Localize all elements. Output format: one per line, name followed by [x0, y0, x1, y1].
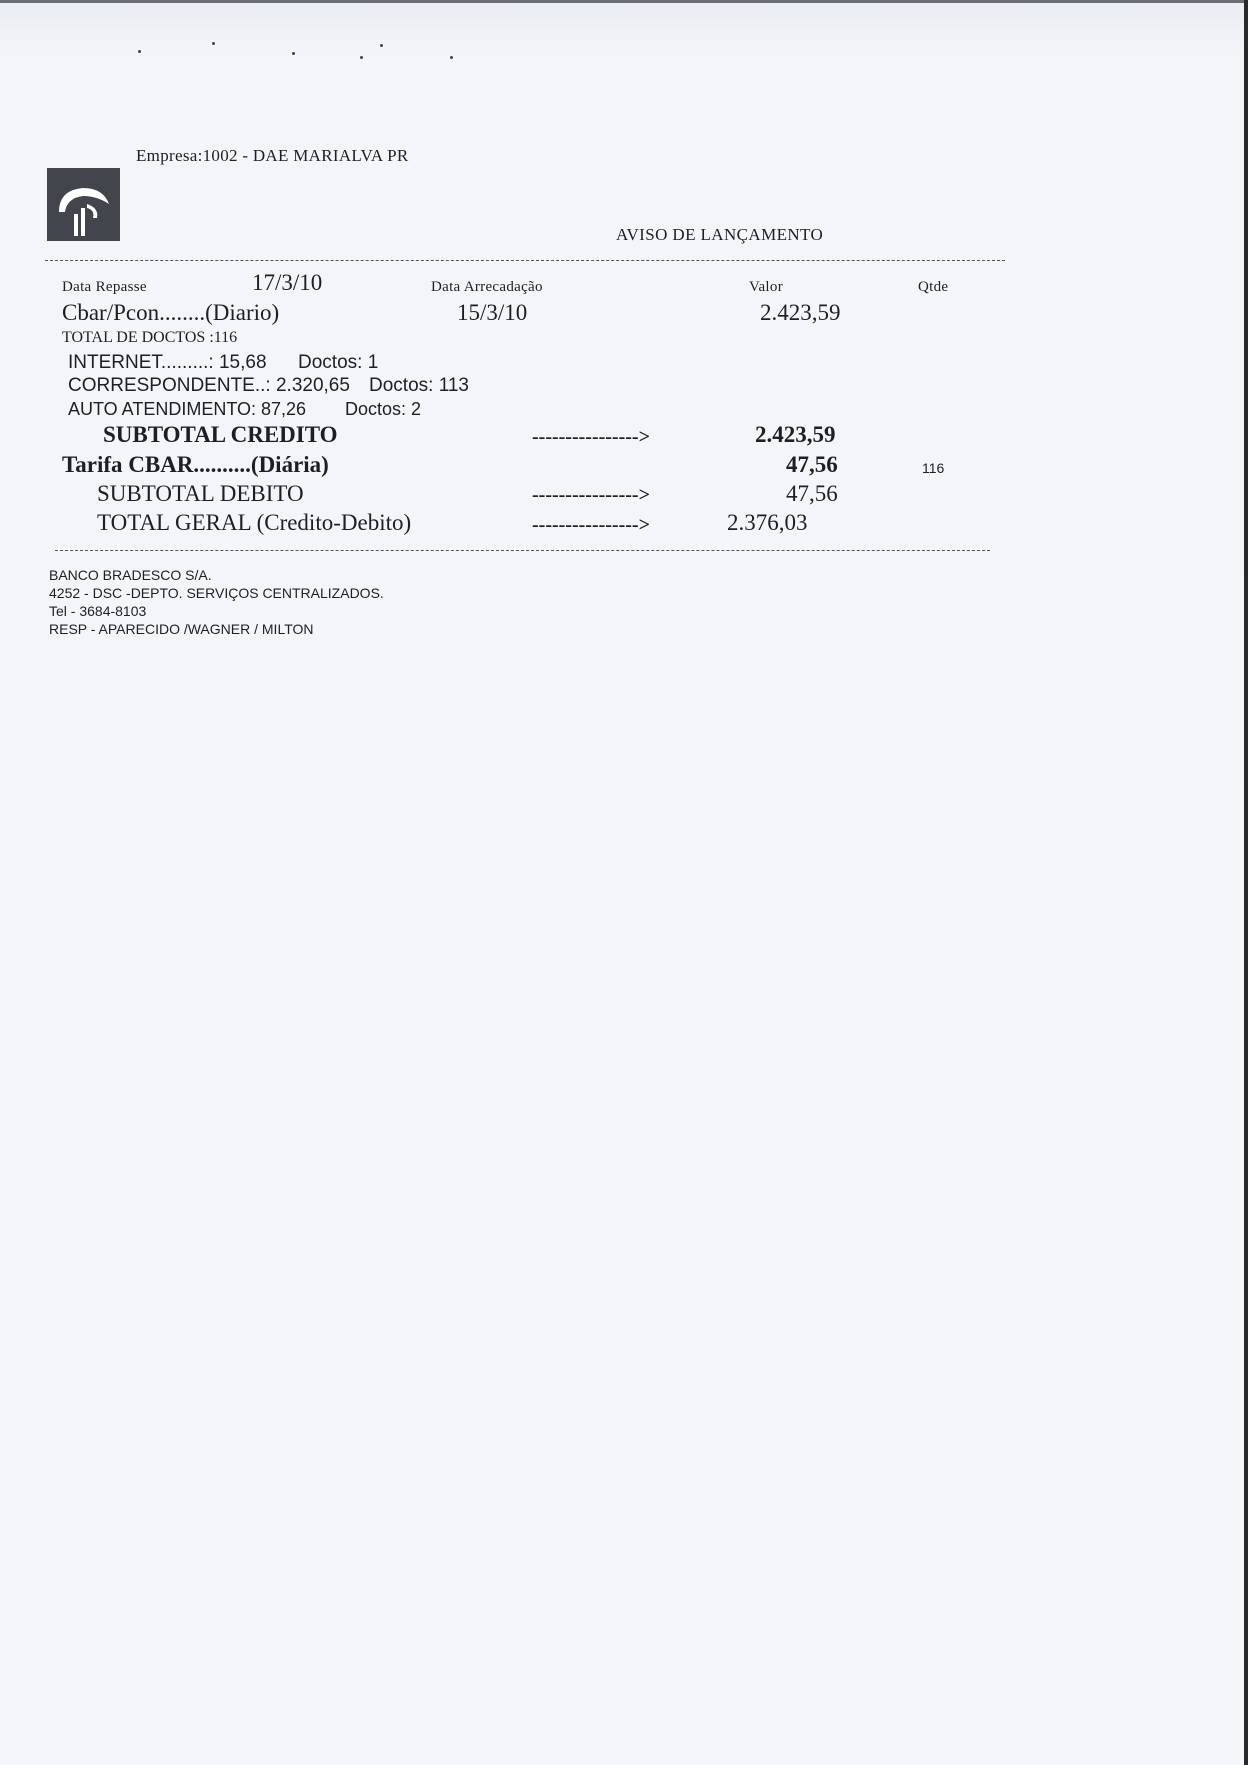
company-label: Empresa:1002 - DAE MARIALVA PR: [136, 146, 409, 165]
subtotal-debito-arrow: ---------------->: [532, 484, 650, 506]
scan-speck: [292, 52, 295, 55]
channel-correspondente-doctos: Doctos: 113: [369, 375, 469, 396]
qtde-label: Qtde: [918, 279, 949, 295]
cbar-label: Cbar/Pcon........(Diario): [62, 300, 280, 325]
scan-speck: [138, 50, 141, 53]
tarifa-label: Tarifa CBAR..........(Diária): [62, 452, 329, 477]
total-geral-arrow: ---------------->: [532, 514, 650, 536]
scan-speck: [360, 56, 363, 59]
scan-speck: [212, 42, 215, 45]
scan-speck: [450, 56, 453, 59]
total-geral-value: 2.376,03: [727, 510, 808, 535]
footer-tel: Tel - 3684-8103: [49, 603, 147, 619]
subtotal-debito-value: 47,56: [786, 481, 838, 506]
divider-top: [45, 260, 1005, 261]
divider-bottom: [55, 550, 990, 551]
cbar-value: 2.423,59: [760, 300, 841, 325]
footer-dept: 4252 - DSC -DEPTO. SERVIÇOS CENTRALIZADOS.: [49, 585, 384, 601]
scan-edge-right: [1244, 0, 1248, 1765]
channel-auto-atendimento: AUTO ATENDIMENTO: 87,26: [68, 399, 307, 419]
channel-internet-doctos: Doctos: 1: [298, 352, 379, 373]
doc-title: AVISO DE LANÇAMENTO: [616, 225, 824, 244]
bradesco-logo-icon: [47, 168, 120, 241]
footer-resp: RESP - APARECIDO /WAGNER / MILTON: [49, 621, 314, 637]
footer-bank: BANCO BRADESCO S/A.: [49, 567, 212, 583]
total-doctos: TOTAL DE DOCTOS :116: [62, 329, 238, 346]
tarifa-value: 47,56: [786, 452, 838, 477]
subtotal-debito-label: SUBTOTAL DEBITO: [97, 481, 304, 506]
scan-speck: [380, 44, 383, 47]
subtotal-credito-value: 2.423,59: [755, 422, 836, 447]
subtotal-credito-arrow: ---------------->: [532, 426, 650, 448]
data-repasse-value: 17/3/10: [252, 270, 323, 295]
valor-label: Valor: [749, 279, 783, 295]
channel-internet: INTERNET.........: 15,68: [68, 352, 267, 373]
subtotal-credito-label: SUBTOTAL CREDITO: [103, 422, 338, 447]
channel-auto-atendimento-doctos: Doctos: 2: [345, 399, 422, 419]
data-repasse-label: Data Repasse: [62, 279, 147, 295]
scan-edge-top: [0, 0, 1248, 3]
tarifa-qtde: 116: [922, 460, 945, 476]
data-arrecadacao-label: Data Arrecadação: [431, 279, 543, 295]
cbar-date: 15/3/10: [457, 300, 528, 325]
channel-correspondente: CORRESPONDENTE..: 2.320,65: [68, 375, 350, 396]
total-geral-label: TOTAL GERAL (Credito-Debito): [97, 510, 412, 535]
